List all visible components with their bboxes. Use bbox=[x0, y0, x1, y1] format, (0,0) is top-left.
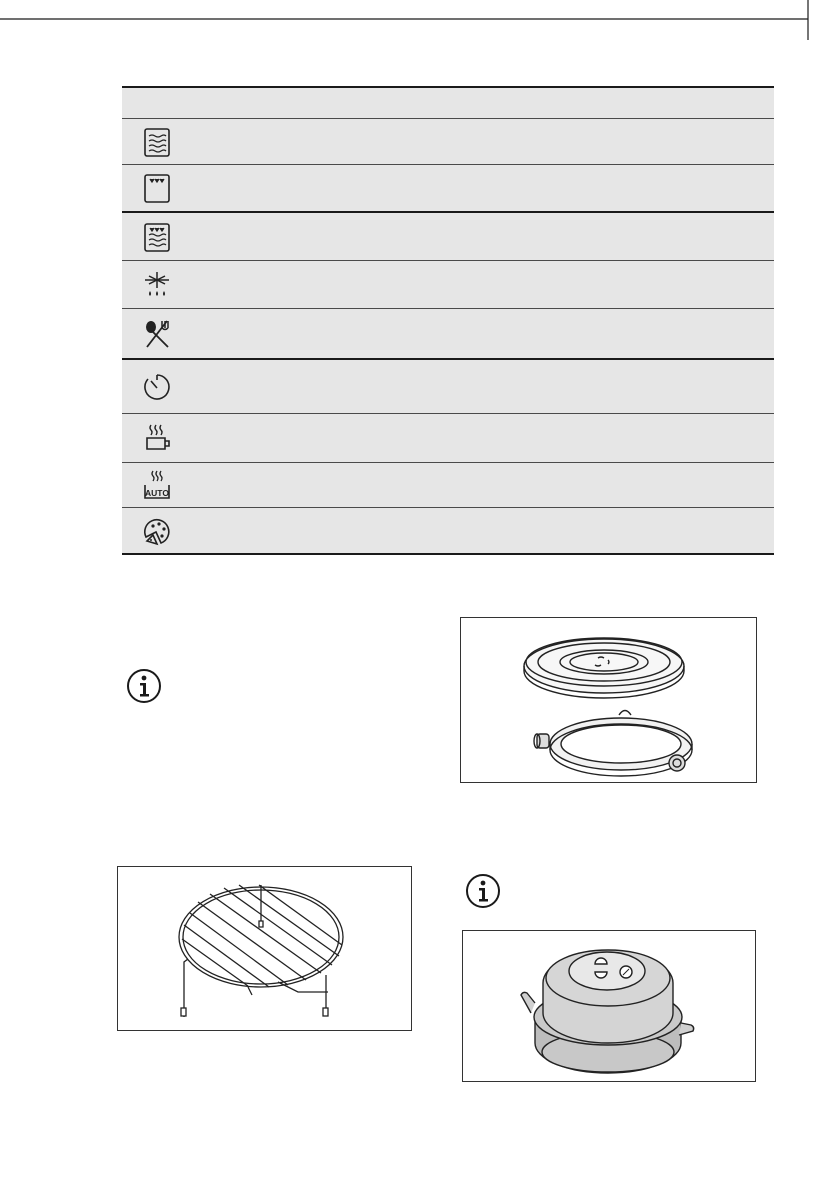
timer-icon bbox=[142, 372, 172, 402]
defrost-icon bbox=[142, 270, 172, 300]
table-row bbox=[122, 165, 774, 213]
info-icon bbox=[465, 873, 501, 909]
table-row bbox=[122, 309, 774, 360]
table-row bbox=[122, 261, 774, 309]
table-row bbox=[122, 508, 774, 553]
crisp-plate-with-lid bbox=[463, 931, 755, 1081]
cut-mark-line bbox=[0, 0, 822, 40]
turntable-and-roller-ring bbox=[461, 618, 756, 782]
keep-warm-icon bbox=[142, 423, 172, 453]
crisp-plate-illustration-panel bbox=[462, 930, 756, 1082]
grill-rack-illustration-panel bbox=[117, 866, 412, 1031]
table-header-row bbox=[122, 88, 774, 119]
auto-reheat-icon bbox=[142, 470, 172, 500]
auto-cook-icon bbox=[142, 319, 172, 349]
table-row bbox=[122, 414, 774, 463]
combi-microwave-grill-icon bbox=[142, 222, 172, 252]
turntable-illustration-panel bbox=[460, 617, 757, 783]
pizza-icon bbox=[142, 516, 172, 546]
table-row bbox=[122, 119, 774, 165]
microwave-waves-icon bbox=[142, 127, 172, 157]
auto-label: AUTO bbox=[145, 488, 169, 498]
table-row bbox=[122, 360, 774, 414]
info-icon bbox=[126, 668, 162, 704]
table-row bbox=[122, 213, 774, 261]
grill-rack bbox=[118, 867, 411, 1030]
table-row bbox=[122, 463, 774, 508]
function-table bbox=[122, 86, 774, 555]
top-heater-icon bbox=[142, 173, 172, 203]
